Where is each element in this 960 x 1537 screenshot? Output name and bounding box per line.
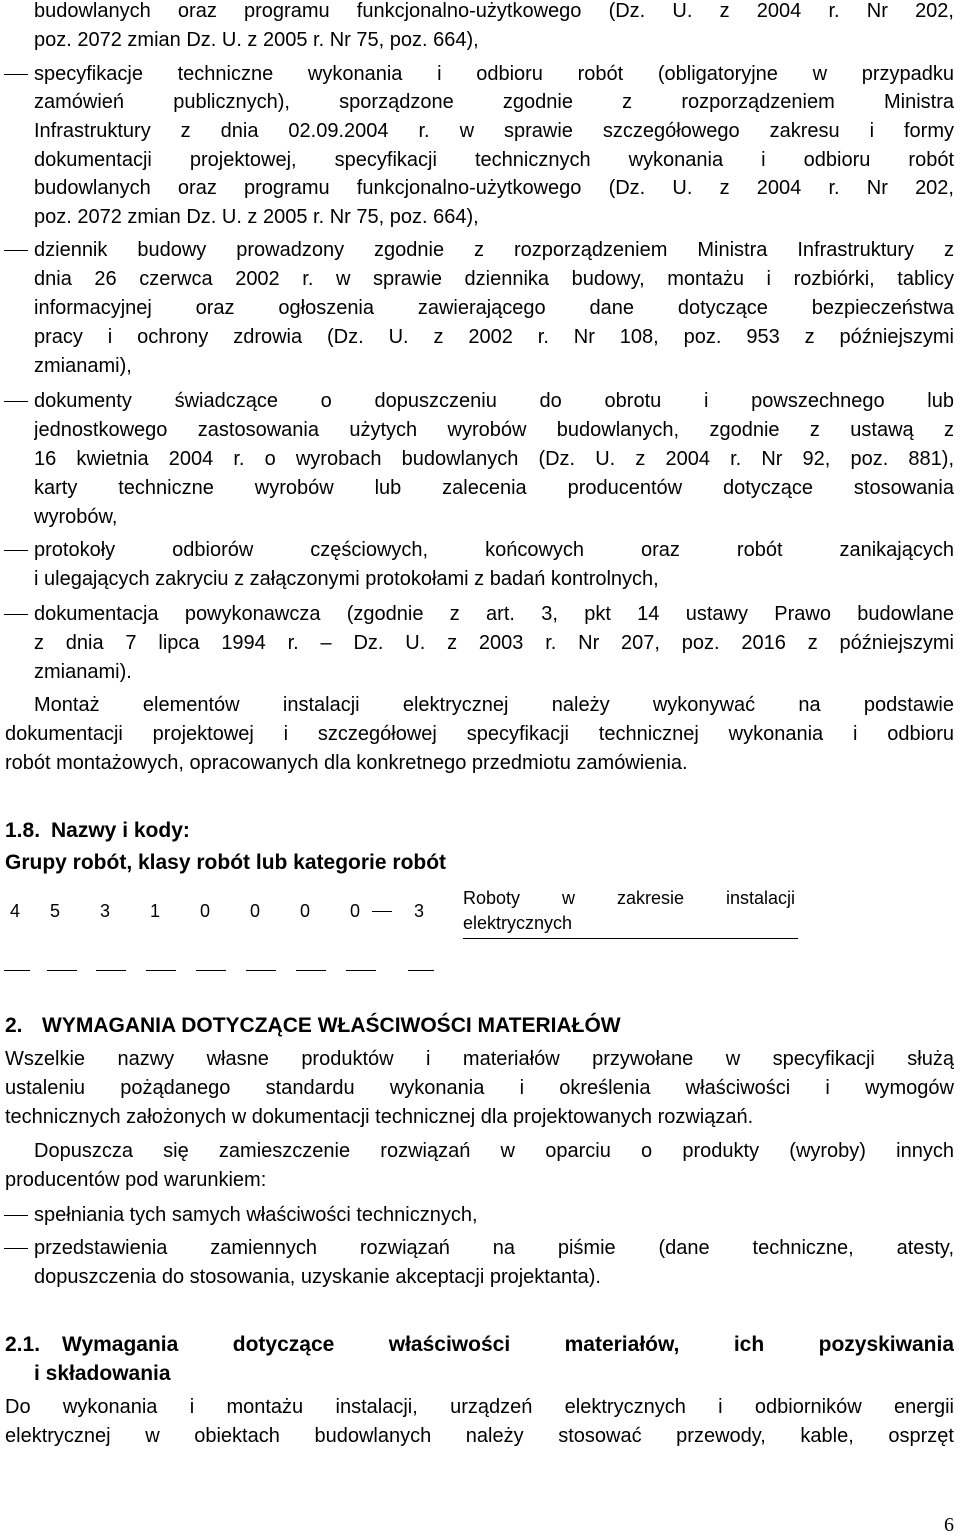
text-line: producentów pod warunkiem: [5,1169,267,1191]
text-line: dokumentacji projektowej, specyfikacji technicznych wykonania i odbioru robót [34,149,954,171]
text-line: dokumenty świadczące o dopuszczeniu do obrotu i powszechnego lub [34,390,954,412]
text-line: protokoły odbiorów częściowych, końcowych oraz robót zanikających [34,539,954,561]
section-number: 1.8. [5,819,41,842]
text-line: pracy i ochrony zdrowia (Dz. U. z 2002 r. Nr 108, poz. 953 z późniejszymi [34,326,954,348]
bullet-dash [4,250,28,251]
bullet-dash [4,74,28,75]
text-line: budowlanych oraz programu funkcjonalno-użytkowego (Dz. U. z 2004 r. Nr 202, [34,0,954,22]
text-line: karty techniczne wyrobów lub zalecenia producentów dotyczące stosowania [34,477,954,499]
code-description: elektrycznych [463,913,573,933]
text-line: dziennik budowy prowadzony zgodnie z rozporządzeniem Ministra Infrastruktury z [34,239,954,261]
code-description: Roboty w zakresie instalacji [463,888,795,908]
code-digit: 0 [249,901,260,921]
text-line: Infrastruktury z dnia 02.09.2004 r. w sprawie szczegółowego zakresu i formy [34,120,954,142]
code-digit: 0 [349,901,360,921]
section-number: 2. [5,1014,23,1037]
text-line: spełniania tych samych właściwości technicznych, [34,1204,478,1226]
code-underline [296,970,326,971]
text-line: elektrycznej w obiektach budowlanych należy stosować przewody, kable, osprzęt [5,1425,954,1447]
code-digit: 3 [413,901,424,921]
text-line: zmianami), [34,355,132,377]
text-line: poz. 2072 zmian Dz. U. z 2005 r. Nr 75, poz. 664), [34,29,479,51]
text-line: technicznych założonych w dokumentacji technicznej dla projektowanych rozwiązań. [5,1106,754,1128]
text-line: dokumentacja powykonawcza (zgodnie z art. 3, pkt 14 ustawy Prawo budowlane [34,603,954,625]
section-title: WYMAGANIA DOTYCZĄCE WŁAŚCIWOŚCI MATERIAŁÓW [42,1014,621,1037]
text-line: Wszelkie nazwy własne produktów i materiałów przywołane w specyfikacji służą [5,1048,954,1070]
bullet-dash [4,614,28,615]
code-digit: 3 [99,901,110,921]
code-dash [372,911,392,912]
text-line: ustaleniu pożądanego standardu wykonania i określenia właściwości i wymogów [5,1077,954,1099]
page-number: 6 [944,1514,954,1536]
code-digit: 4 [9,901,20,921]
section-number: 2.1. [5,1333,41,1356]
text-line: dopuszczenia do stosowania, uzyskanie akceptacji projektanta). [34,1266,601,1288]
section-title: i składowania [34,1362,171,1385]
text-line: przedstawienia zamiennych rozwiązań na piśmie (dane techniczne, atesty, [34,1237,954,1259]
code-digit: 0 [299,901,310,921]
text-line: jednostkowego zastosowania użytych wyrobów budowlanych, zgodnie z ustawą z [34,419,954,441]
text-line: dnia 26 czerwca 2002 r. w sprawie dziennika budowy, montażu i rozbiórki, tablicy [34,268,954,290]
section-title: Nazwy i kody: [51,819,190,842]
bullet-dash [4,1215,28,1216]
text-line: robót montażowych, opracowanych dla konkretnego przedmiotu zamówienia. [5,752,688,774]
bullet-dash [4,401,28,402]
code-digit: 1 [149,901,160,921]
text-line: dokumentacji projektowej i szczegółowej specyfikacji technicznej wykonania i odbioru [5,723,954,745]
text-line: Dopuszcza się zamieszczenie rozwiązań w oparciu o produkty (wyroby) innych [34,1140,954,1162]
code-underline [4,970,30,971]
text-line: specyfikacje techniczne wykonania i odbioru robót (obligatoryjne w przypadku [34,63,954,85]
code-description-underline [463,938,798,939]
code-underline [196,970,226,971]
bullet-dash [4,1248,28,1249]
text-line: zmianami). [34,661,132,683]
code-underline [96,970,126,971]
code-digit: 5 [49,901,60,921]
text-line: Do wykonania i montażu instalacji, urządzeń elektrycznych i odbiorników energii [5,1396,954,1418]
bullet-dash [4,550,28,551]
text-line: budowlanych oraz programu funkcjonalno-użytkowego (Dz. U. z 2004 r. Nr 202, [34,177,954,199]
code-underline [47,970,77,971]
code-underline [346,970,376,971]
text-line: z dnia 7 lipca 1994 r. – Dz. U. z 2003 r. Nr 207, poz. 2016 z późniejszymi [34,632,954,654]
text-line: wyrobów, [34,506,118,528]
text-line: poz. 2072 zmian Dz. U. z 2005 r. Nr 75, poz. 664), [34,206,479,228]
text-line: Montaż elementów instalacji elektrycznej należy wykonywać na podstawie [34,694,954,716]
section-title: Wymagania dotyczące właściwości materiałów, ich pozyskiwania [62,1333,954,1356]
section-subtitle: Grupy robót, klasy robót lub kategorie robót [5,851,447,874]
text-line: zamówień publicznych), sporządzone zgodnie z rozporządzeniem Ministra [34,91,954,113]
text-line: informacyjnej oraz ogłoszenia zawierającego dane dotyczące bezpieczeństwa [34,297,954,319]
code-underline [246,970,276,971]
code-digit: 0 [199,901,210,921]
text-line: i ulegających zakryciu z załączonymi protokołami z badań kontrolnych, [34,568,659,590]
code-underline [408,970,434,971]
code-underline [146,970,176,971]
text-line: 16 kwietnia 2004 r. o wyrobach budowlanych (Dz. U. z 2004 r. Nr 92, poz. 881), [34,448,954,470]
